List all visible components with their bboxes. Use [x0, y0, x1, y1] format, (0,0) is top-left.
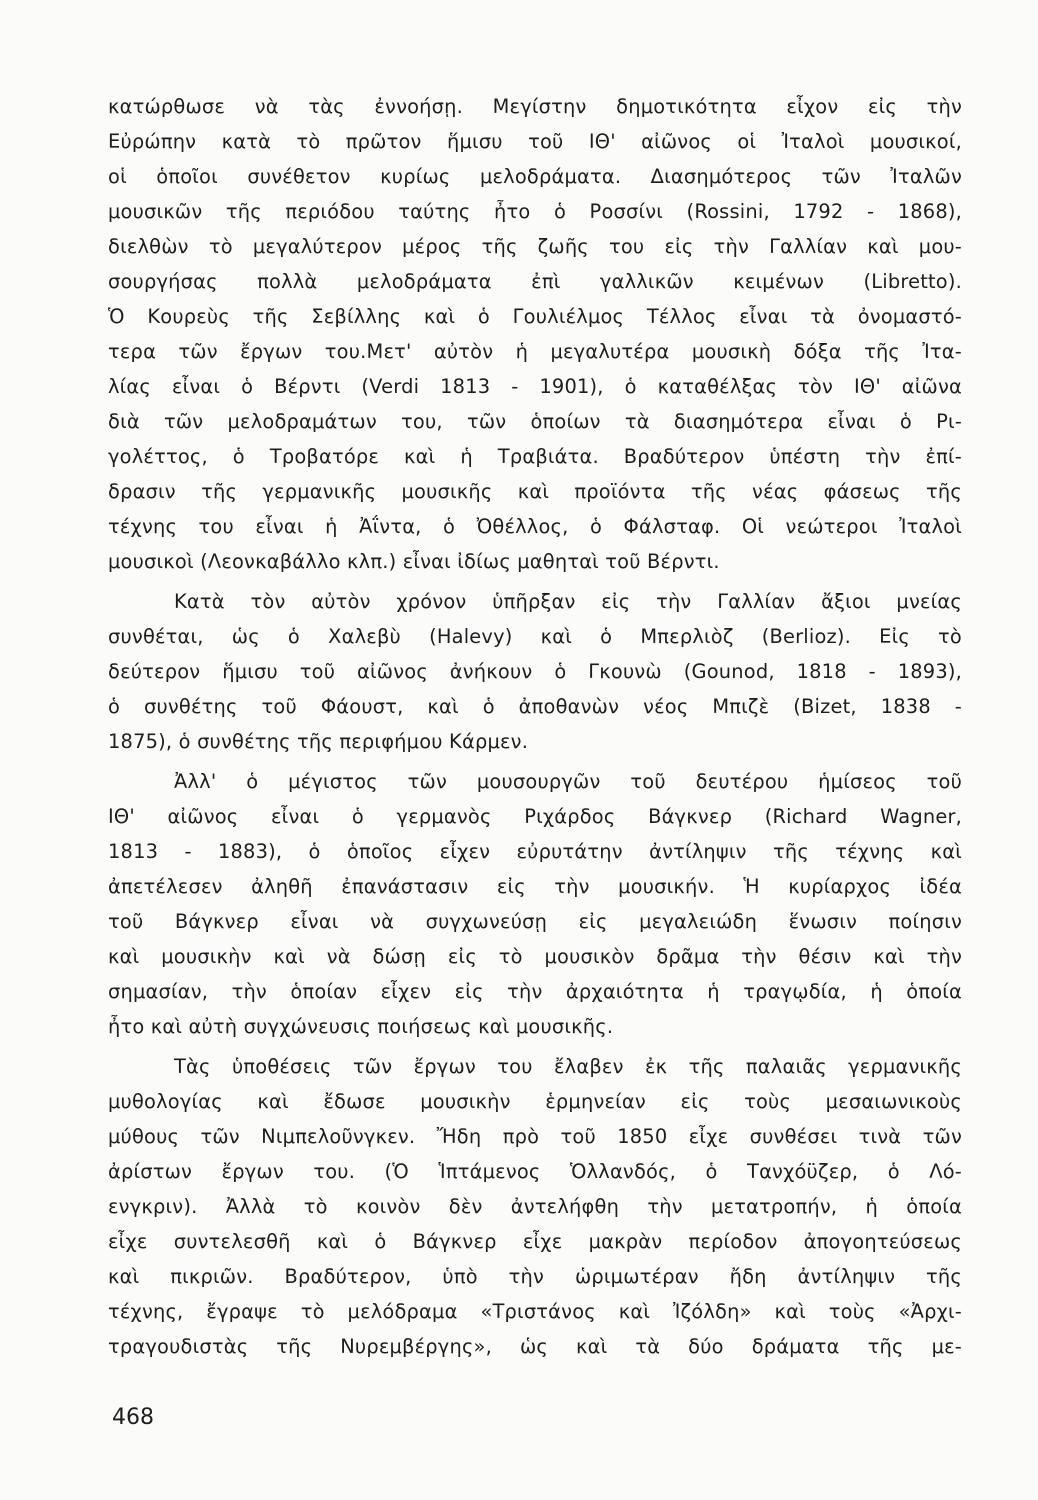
- text-line: καὶ μουσικὴν καὶ νὰ δώσῃ εἰς τὸ μουσικὸν δρᾶμα τὴν θέσιν καὶ τὴν: [108, 945, 962, 968]
- text-line: 1875), ὁ συνθέτης τῆς περιφήμου Κάρμεν.: [108, 730, 529, 753]
- text-line: Εὐρώπην κατὰ τὸ πρῶτον ἥμισυ τοῦ ΙΘ' αἰῶνος οἱ Ἰταλοὶ μουσικοί,: [108, 130, 962, 153]
- text-line: Ὁ Κουρεὺς τῆς Σεβίλλης καὶ ὁ Γουλιέλμος Τέλλος εἶναι τὰ ὀνομαστό-: [108, 305, 962, 328]
- text-line: ενγκριν). Ἀλλὰ τὸ κοινὸν δὲν ἀντελήφθη τὴν μετατροπήν, ἡ ὁποία: [108, 1195, 962, 1218]
- text-line: ἀπετέλεσεν ἀληθῆ ἐπανάστασιν εἰς τὴν μουσικήν. Ἡ κυρίαρχος ἰδέα: [108, 875, 962, 898]
- text-line: λίας εἶναι ὁ Βέρντι (Verdi 1813 - 1901), ὁ καταθέλξας τὸν ΙΘ' αἰῶνα: [108, 375, 962, 398]
- text-line: τέχνης του εἶναι ἡ Ἀΐντα, ὁ Ὀθέλλος, ὁ Φάλσταφ. Οἱ νεώτεροι Ἰταλοὶ: [108, 515, 962, 538]
- text-line: σουργήσας πολλὰ μελοδράματα ἐπὶ γαλλικῶν κειμένων (Libretto).: [108, 270, 962, 293]
- text-line: ἦτο καὶ αὐτὴ συγχώνευσις ποιήσεως καὶ μουσικῆς.: [108, 1015, 614, 1038]
- text-line: μύθους τῶν Νιμπελοῦνγκεν. Ἤδη πρὸ τοῦ 1850 εἶχε συνθέσει τινὰ τῶν: [108, 1125, 962, 1148]
- text-line: σημασίαν, τὴν ὁποίαν εἶχεν εἰς τὴν ἀρχαιότητα ἡ τραγῳδία, ἡ ὁποία: [108, 980, 962, 1003]
- text-line: εἶχε συντελεσθῆ καὶ ὁ Βάγκνερ εἶχε μακρὰν περίοδον ἀπογοητεύσεως: [108, 1230, 962, 1253]
- text-line: τέχνης, ἔγραψε τὸ μελόδραμα «Τριστάνος καὶ Ἰζόλδη» καὶ τοὺς «Ἀρχι-: [108, 1300, 962, 1323]
- text-line: τοῦ Βάγκνερ εἶναι νὰ συγχωνεύσῃ εἰς μεγαλειώδη ἕνωσιν ποίησιν: [108, 910, 962, 933]
- text-line: δεύτερον ἥμισυ τοῦ αἰῶνος ἀνήκουν ὁ Γκουνὼ (Gounod, 1818 - 1893),: [108, 660, 962, 683]
- text-line: μυθολογίας καὶ ἔδωσε μουσικὴν ἑρμηνείαν εἰς τοὺς μεσαιωνικοὺς: [108, 1090, 962, 1113]
- text-line: κατώρθωσε νὰ τὰς ἐννοήσῃ. Μεγίστην δημοτικότητα εἶχον εἰς τὴν: [108, 95, 962, 118]
- text-line: γολέττος, ὁ Τροβατόρε καὶ ἡ Τραβιάτα. Βραδύτερον ὑπέστη τὴν ἐπί-: [108, 445, 962, 468]
- text-line: ΙΘ' αἰῶνος εἶναι ὁ γερμανὸς Ριχάρδος Βάγκνερ (Richard Wagner,: [108, 805, 962, 828]
- text-line: καὶ πικριῶν. Βραδύτερον, ὑπὸ τὴν ὡριμωτέραν ἤδη ἀντίληψιν τῆς: [108, 1265, 962, 1288]
- text-line: δρασιν τῆς γερμανικῆς μουσικῆς καὶ προϊόντα τῆς νέας φάσεως τῆς: [108, 480, 962, 503]
- text-line: οἱ ὁποῖοι συνέθετον κυρίως μελοδράματα. Διασημότερος τῶν Ἰταλῶν: [108, 165, 962, 188]
- text-line: τραγουδιστὰς τῆς Νυρεμβέργης», ὡς καὶ τὰ δύο δράματα τῆς με-: [108, 1335, 962, 1358]
- text-line: συνθέται, ὡς ὁ Χαλεβὺ (Halevy) καὶ ὁ Μπερλιὸζ (Berlioz). Εἰς τὸ: [108, 625, 962, 648]
- text-line: διελθὼν τὸ μεγαλύτερον μέρος τῆς ζωῆς του εἰς τὴν Γαλλίαν καὶ μου-: [108, 235, 962, 258]
- page-number: 468: [112, 1405, 154, 1430]
- text-line: τερα τῶν ἔργων του.Μετ' αὐτὸν ἡ μεγαλυτέρα μουσικὴ δόξα τῆς Ἰτα-: [108, 340, 962, 363]
- text-line: ὁ συνθέτης τοῦ Φάουστ, καὶ ὁ ἀποθανὼν νέος Μπιζὲ (Bizet, 1838 -: [108, 695, 962, 718]
- text-line: Κατὰ τὸν αὐτὸν χρόνον ὑπῆρξαν εἰς τὴν Γαλλίαν ἄξιοι μνείας: [174, 590, 962, 613]
- text-line: μουσικοὶ (Λεονκαβάλλο κλπ.) εἶναι ἰδίως μαθηταὶ τοῦ Βέρντι.: [108, 550, 720, 573]
- text-line: διὰ τῶν μελοδραμάτων του, τῶν ὁποίων τὰ διασημότερα εἶναι ὁ Ρι-: [108, 410, 962, 433]
- text-line: μουσικῶν τῆς περιόδου ταύτης ἦτο ὁ Ροσσίνι (Rossini, 1792 - 1868),: [108, 200, 962, 223]
- text-line: 1813 - 1883), ὁ ὁποῖος εἶχεν εὐρυτάτην ἀντίληψιν τῆς τέχνης καὶ: [108, 840, 962, 863]
- text-line: Τὰς ὑποθέσεις τῶν ἔργων του ἔλαβεν ἐκ τῆς παλαιᾶς γερμανικῆς: [174, 1055, 962, 1078]
- text-line: ἀρίστων ἔργων του. (Ὁ Ἱπτάμενος Ὁλλανδός, ὁ Τανχόϋζερ, ὁ Λό-: [108, 1160, 962, 1183]
- text-line: Ἀλλ' ὁ μέγιστος τῶν μουσουργῶν τοῦ δευτέρου ἡμίσεος τοῦ: [174, 770, 962, 793]
